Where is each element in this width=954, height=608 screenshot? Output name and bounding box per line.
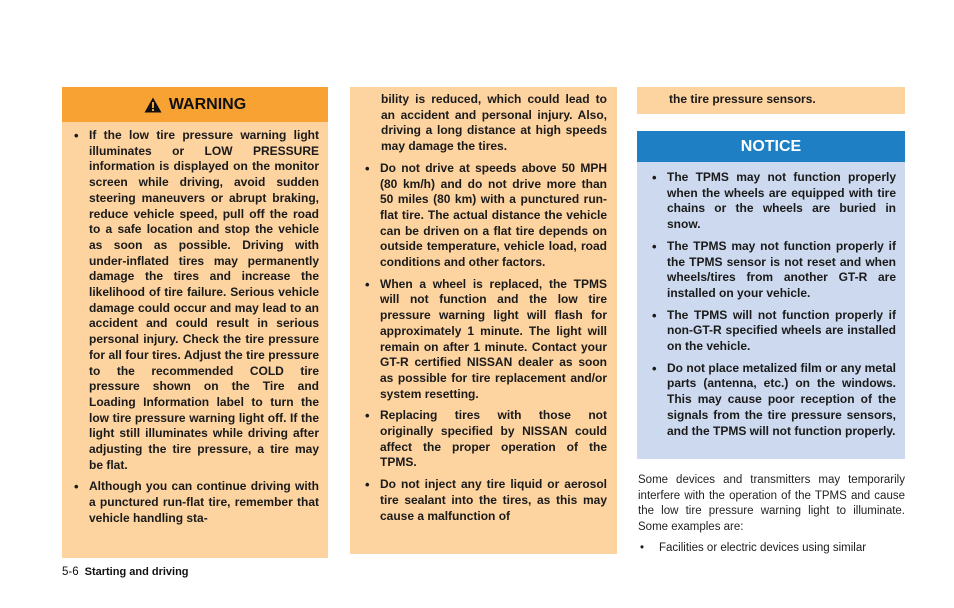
list-item: • When a wheel is replaced, the TPMS will not function and the low tire pressure warning light will flash for approximately 1 minute. The light will remain on after 1 minute. Contact your GT-R certified NISSAN dealer as soon as possible for tire replacement and/or system resetting. [359, 277, 607, 403]
list-item: • The TPMS may not function properly if the TPMS sensor is not reset and when wheels/tires from another GT-R are installed on your vehicle. [646, 239, 896, 302]
page-footer [62, 566, 189, 578]
list-item: • The TPMS may not function properly when the wheels are equipped with tire chains or the wheels are buried in snow. [646, 170, 896, 233]
notice-header [637, 131, 905, 162]
warning-header [62, 87, 328, 122]
list-item: • Although you can continue driving with a punctured run-flat tire, remember that vehicle handling sta- [68, 479, 319, 526]
warning-content-col2 [359, 92, 607, 524]
list-item: • If the low tire pressure warning light illuminates or LOW PRESSURE information is displayed on the monitor screen while driving, avoid sudden steering maneuvers or abrupt braking, reduce vehicle speed, pull off the road to a safe location and stop the vehicle as soon as possible. Driving with under-inflated tires may permanently damage the tires and increase the likelihood of tire failure. Serious vehicle damage could occur and may lead to an accident and could result in serious personal injury. Check the tire pressure for all four tires. Adjust the tire pressure to the recommended COLD tire pressure shown on the Tire and Loading Information label to turn the low tire pressure warning light off. If the light still illuminates while driving after adjusting the tire pressure, a tire may be flat. [68, 128, 319, 473]
warning-list-col1 [68, 128, 319, 527]
list-item: • The TPMS will not function properly if non-GT-R specified wheels are installed on the vehicle. [646, 308, 896, 355]
list-item: • Replacing tires with those not originally specified by NISSAN could affect the proper operation of the TPMS. [359, 408, 607, 471]
section-title: Starting and driving [84, 566, 189, 578]
warning-continued-text-col3: the tire pressure sensors. [669, 92, 816, 106]
list-item: • Do not inject any tire liquid or aerosol tire sealant into the tires, as this may cause a malfunction of [359, 477, 607, 524]
warning-title: WARNING [168, 95, 247, 113]
warning-triangle-icon [144, 97, 162, 113]
warning-continued-text: bility is reduced, which could lead to an accident and personal injury. Also, driving a long distance at high speeds may damage the tires. [381, 92, 607, 154]
page-number: 5-6 [62, 566, 79, 578]
body-list-item: • Facilities or electric devices using similar [638, 541, 905, 557]
notice-list [646, 170, 896, 439]
list-item: • Do not drive at speeds above 50 MPH (80 km/h) and do not drive more than 50 miles (80 km) with a punctured run-flat tire. The actual distance the vehicle can be driven on a flat tire depends on outside temperature, vehicle load, road conditions and other factors. [359, 161, 607, 271]
body-paragraph: Some devices and transmitters may temporarily interfere with the operation of the TPMS and cause the low tire pressure warning light to illuminate. Some examples are: [638, 474, 905, 534]
list-item: • Do not place metalized film or any metal parts (antenna, etc.) on the windows. This may cause poor reception of the signals from the tire pressure sensors, and the TPMS will not function properly. [646, 361, 896, 440]
notice-title: NOTICE [740, 137, 802, 155]
